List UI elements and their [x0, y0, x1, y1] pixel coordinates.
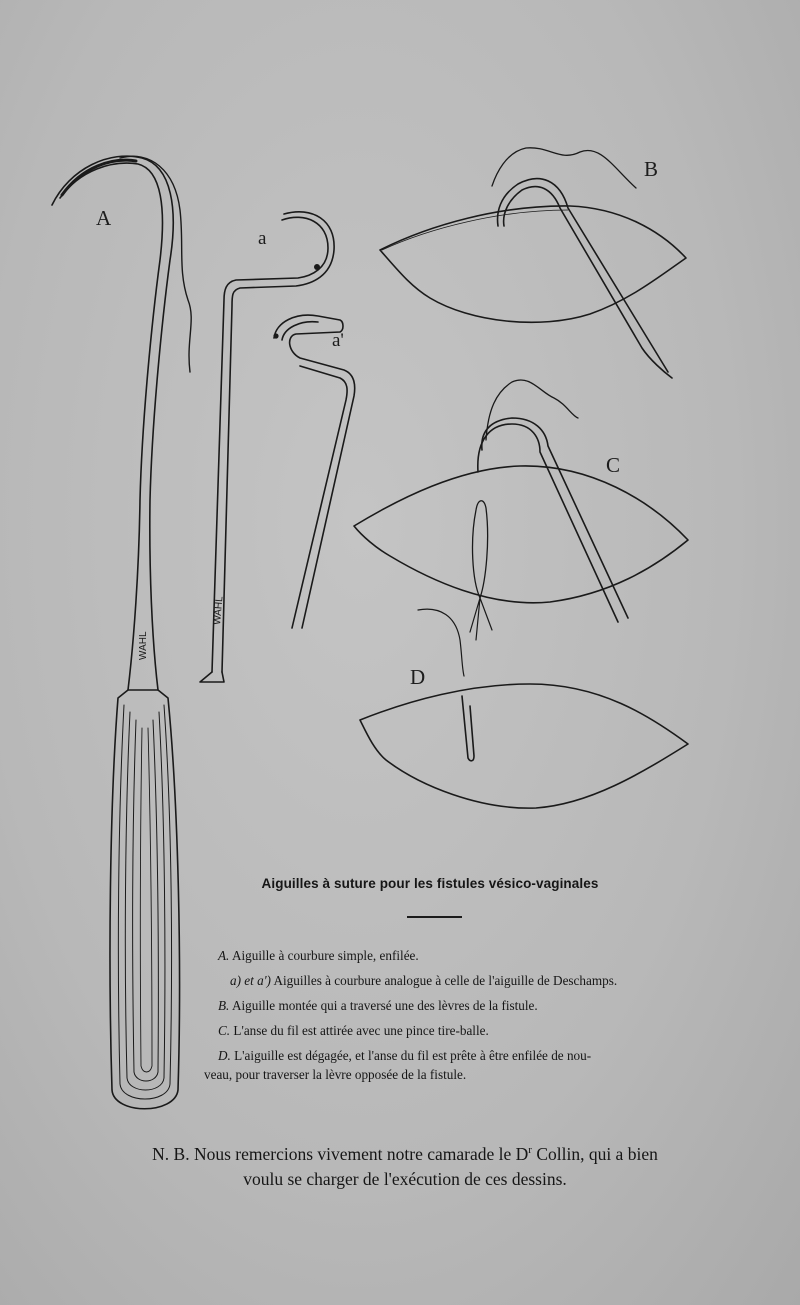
note-line-1: [60, 1138, 750, 1167]
caption-item-key: A.: [218, 948, 230, 963]
label-a-prime: a': [332, 330, 344, 351]
caption-item-text: L'anse du fil est attirée avec une pince tire-balle.: [233, 1023, 489, 1038]
caption-item-text: veau, pour traverser la lèvre opposée de la fistule.: [204, 1067, 467, 1082]
label-a: a: [258, 228, 267, 249]
caption-item-key: D.: [218, 1048, 231, 1063]
acknowledgement-note: [60, 1138, 750, 1192]
caption-item-text: Aiguille montée qui a traversé une des lèvres de la fistule.: [231, 998, 538, 1013]
caption-item-d-continued: [204, 1066, 466, 1083]
note-line-2: voulu se charger de l'exécution de ces dessins.: [243, 1168, 567, 1189]
needle-small-a-prime-drawing: [273, 315, 354, 628]
wahl-mark-2: WAHL: [212, 595, 226, 626]
caption-item-c: [218, 1022, 489, 1039]
caption-item-key: B.: [218, 998, 230, 1013]
caption-item-key: a) et a'): [230, 973, 271, 988]
label-B: B: [644, 157, 659, 181]
caption-item-d: [218, 1047, 591, 1064]
caption-title: Aiguilles à suture pour les fistules vésico-vaginales: [261, 876, 599, 891]
label-C: C: [606, 453, 621, 477]
note-superscript: r: [528, 1144, 532, 1156]
wahl-mark-1: WAHL: [138, 631, 149, 660]
caption-item-text: L'aiguille est dégagée, et l'anse du fil est prête à être enfilée de nou-: [234, 1048, 592, 1063]
caption-item-a-a-prime: [230, 972, 617, 989]
caption-item-key: C.: [218, 1023, 231, 1038]
caption-item-text: Aiguilles à courbure analogue à celle de l'aiguille de Deschamps.: [273, 973, 618, 988]
fistula-d-drawing: [360, 609, 688, 808]
caption-item-b: [218, 997, 538, 1014]
fistula-c-drawing: [354, 380, 688, 640]
note-text: Collin, qui a bien: [531, 1143, 658, 1164]
caption-item-a: [218, 947, 419, 964]
caption-item-text: Aiguille à courbure simple, enfilée.: [231, 948, 419, 963]
label-A: A: [96, 206, 112, 230]
needle-a-drawing: [52, 156, 191, 1109]
label-D: D: [410, 665, 426, 689]
caption-divider: [407, 916, 462, 918]
note-text: N. B. Nous remercions vivement notre camarade le D: [152, 1143, 529, 1164]
fistula-b-drawing: [380, 148, 686, 378]
